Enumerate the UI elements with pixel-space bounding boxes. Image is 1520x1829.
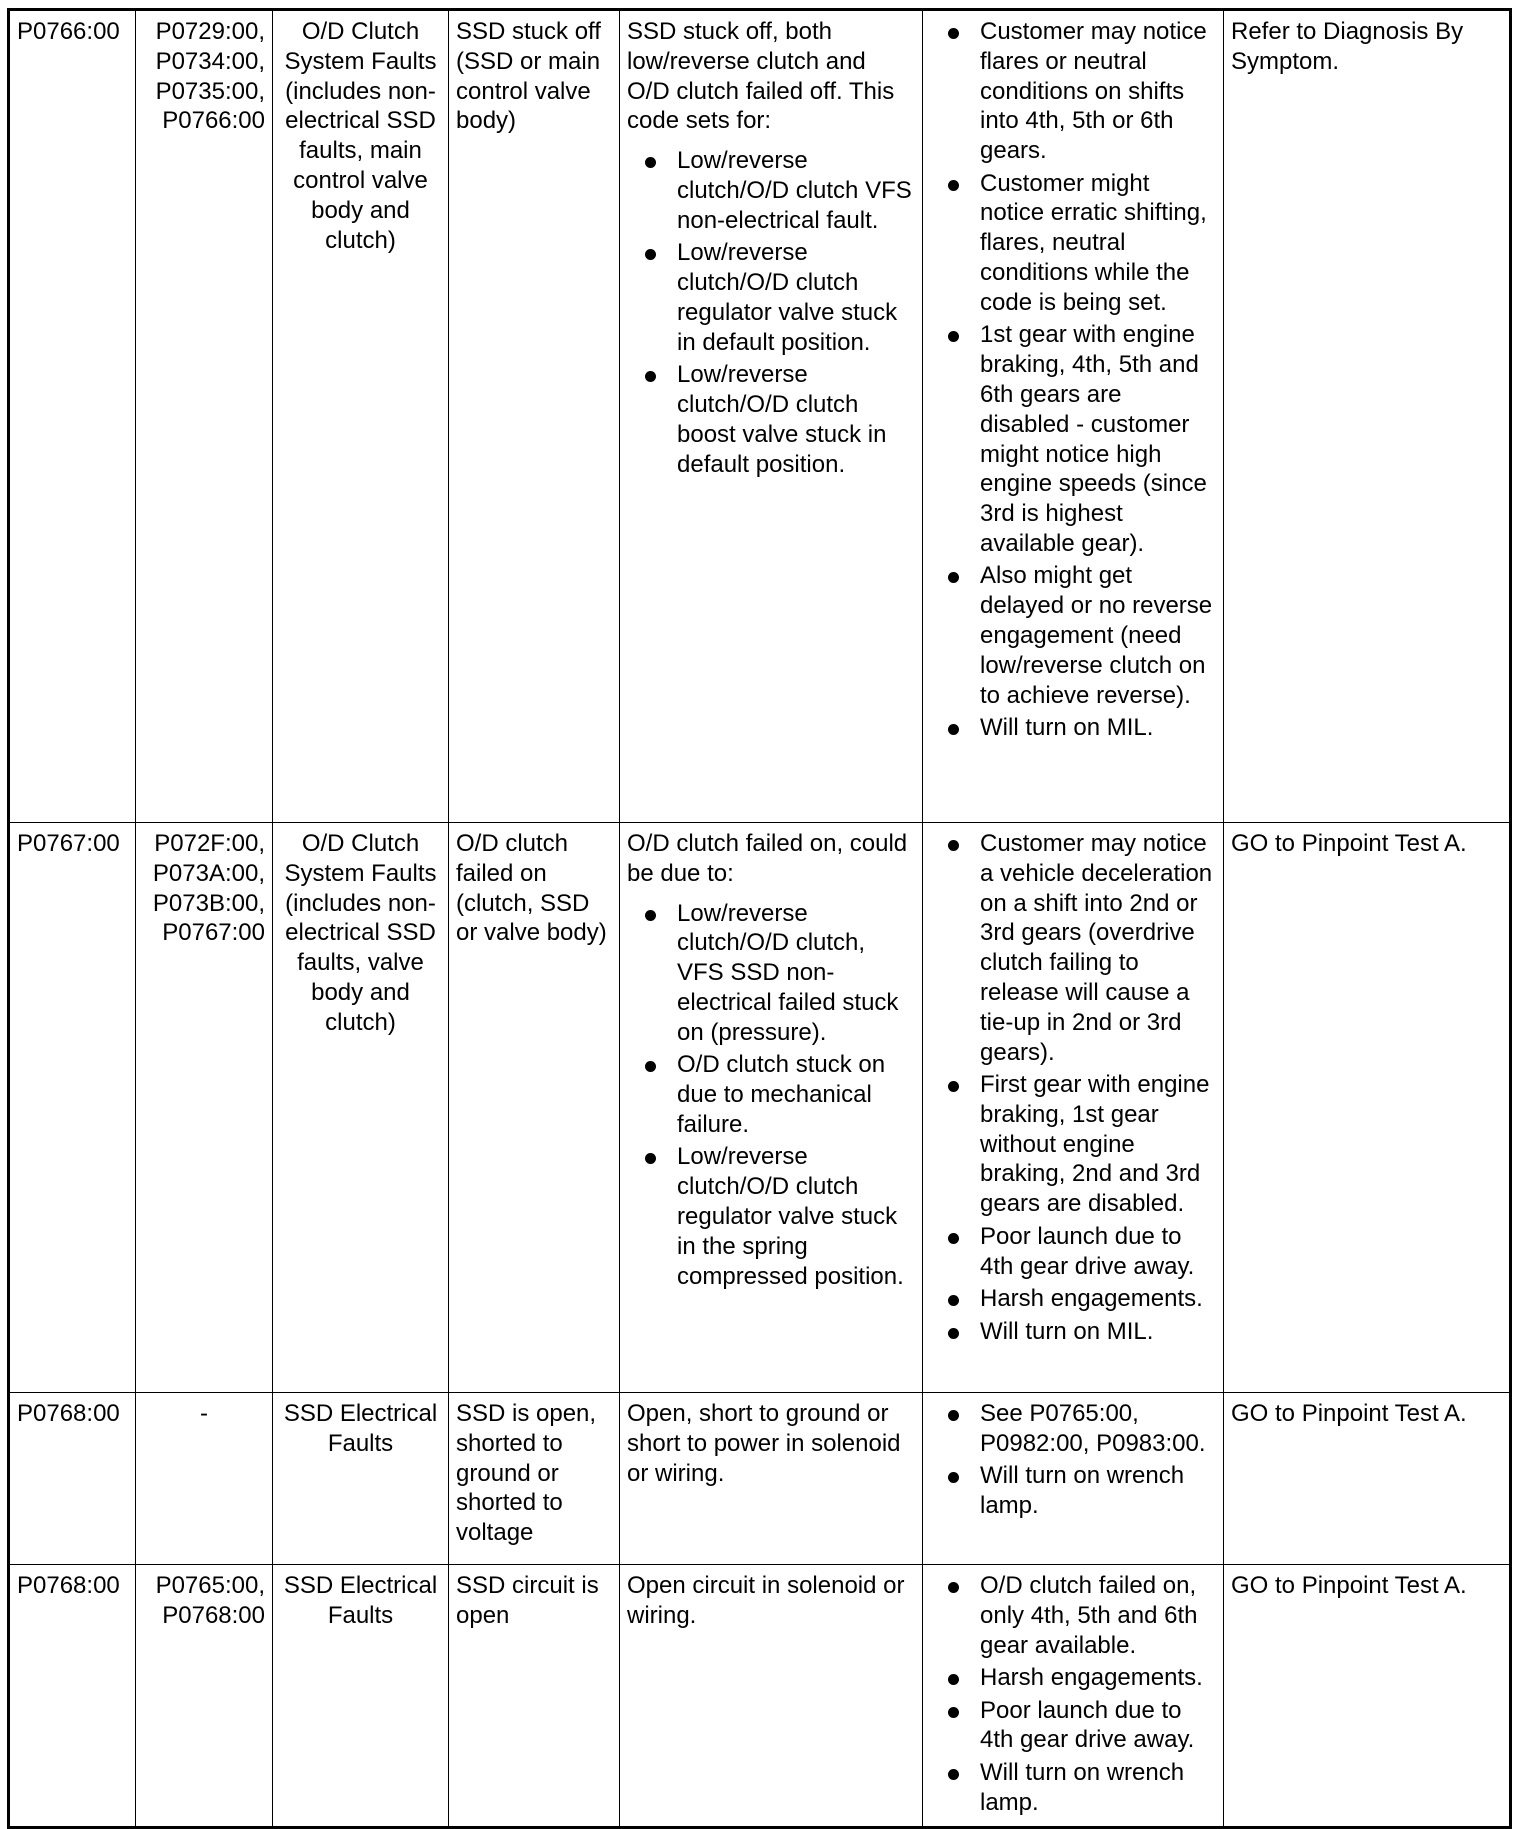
- condition-description: O/D clutch failed on, could be due to: Low/reverse clutch/O/D clutch, VFS SSD non-electrical failed stuck on (pressure). O/D clutch stuck on due to mechanical failure. Low/reverse clutch/O/D clutch regulator valve stuck in the spring compressed position.: [620, 823, 923, 1393]
- system-description: O/D Clutch System Faults (includes non-electrical SSD faults, valve body and clutch): [273, 823, 449, 1393]
- bullet-icon: [948, 1582, 959, 1593]
- list-item: Harsh engagements.: [930, 1663, 1216, 1693]
- symptom-list: [923, 10, 1224, 823]
- failure-description: O/D clutch failed on (clutch, SSD or valve body): [449, 823, 620, 1393]
- failure-description: SSD circuit is open: [449, 1565, 620, 1828]
- bullet-icon: [948, 1233, 959, 1244]
- list-item: Low/reverse clutch/O/D clutch regulator valve stuck in the spring compressed position.: [627, 1142, 915, 1291]
- symptom-list: [923, 1393, 1224, 1565]
- related-codes: P0765:00, P0768:00: [136, 1565, 273, 1828]
- list-item: Low/reverse clutch/O/D clutch boost valve stuck in default position.: [627, 360, 915, 479]
- symptom-list: [923, 1565, 1224, 1828]
- dtc-table: [7, 8, 1512, 1829]
- dtc-code: P0766:00: [9, 10, 136, 823]
- symptom-list: [923, 823, 1224, 1393]
- list-item: First gear with engine braking, 1st gear without engine braking, 2nd and 3rd gears are disabled.: [930, 1070, 1216, 1219]
- bullet-icon: [948, 1472, 959, 1483]
- list-item: O/D clutch failed on, only 4th, 5th and 6th gear available.: [930, 1571, 1216, 1660]
- system-description: O/D Clutch System Faults (includes non-electrical SSD faults, main control valve body and clutch): [273, 10, 449, 823]
- bullet-icon: [948, 1295, 959, 1306]
- bullet-icon: [645, 371, 656, 382]
- list-item: Will turn on wrench lamp.: [930, 1758, 1216, 1818]
- list-item: See P0765:00, P0982:00, P0983:00.: [930, 1399, 1216, 1459]
- dtc-code: P0768:00: [9, 1393, 136, 1565]
- bullet-icon: [948, 28, 959, 39]
- action-text: GO to Pinpoint Test A.: [1224, 1393, 1511, 1565]
- list-item: Low/reverse clutch/O/D clutch regulator valve stuck in default position.: [627, 238, 915, 357]
- bullet-icon: [948, 331, 959, 342]
- list-item: Poor launch due to 4th gear drive away.: [930, 1222, 1216, 1282]
- action-text: GO to Pinpoint Test A.: [1224, 1565, 1511, 1828]
- related-codes: -: [136, 1393, 273, 1565]
- system-description: SSD Electrical Faults: [273, 1565, 449, 1828]
- list-item: Harsh engagements.: [930, 1284, 1216, 1314]
- bullet-icon: [645, 249, 656, 260]
- action-text: GO to Pinpoint Test A.: [1224, 823, 1511, 1393]
- list-item: Will turn on MIL.: [930, 713, 1216, 743]
- list-item: Low/reverse clutch/O/D clutch, VFS SSD non-electrical failed stuck on (pressure).: [627, 899, 915, 1048]
- related-codes: P0729:00, P0734:00, P0735:00, P0766:00: [136, 10, 273, 823]
- list-item: Will turn on MIL.: [930, 1317, 1216, 1347]
- bullet-icon: [948, 1674, 959, 1685]
- bullet-icon: [948, 1707, 959, 1718]
- bullet-icon: [948, 180, 959, 191]
- action-text: Refer to Diagnosis By Symptom.: [1224, 10, 1511, 823]
- dtc-code: P0767:00: [9, 823, 136, 1393]
- bullet-icon: [948, 840, 959, 851]
- list-item: 1st gear with engine braking, 4th, 5th and 6th gears are disabled - customer might notice high engine speeds (since 3rd is highest available gear).: [930, 320, 1216, 558]
- related-codes: P072F:00, P073A:00, P073B:00, P0767:00: [136, 823, 273, 1393]
- system-description: SSD Electrical Faults: [273, 1393, 449, 1565]
- bullet-icon: [948, 572, 959, 583]
- table-row: [9, 10, 1511, 823]
- bullet-icon: [948, 1769, 959, 1780]
- list-item: Low/reverse clutch/O/D clutch VFS non-electrical fault.: [627, 146, 915, 235]
- bullet-icon: [645, 1153, 656, 1164]
- bullet-icon: [948, 1410, 959, 1421]
- bullet-icon: [948, 724, 959, 735]
- list-item: O/D clutch stuck on due to mechanical failure.: [627, 1050, 915, 1139]
- failure-description: SSD stuck off (SSD or main control valve body): [449, 10, 620, 823]
- condition-description: SSD stuck off, both low/reverse clutch and O/D clutch failed off. This code sets for: Low/reverse clutch/O/D clutch VFS non-electrical fault. Low/reverse clutch/O/D clutch regulator valve stuck in default position. Low/reverse clutch/O/D clutch boost valve stuck in default position.: [620, 10, 923, 823]
- table-row: [9, 1565, 1511, 1828]
- table-row: [9, 1393, 1511, 1565]
- bullet-icon: [948, 1081, 959, 1092]
- dtc-code: P0768:00: [9, 1565, 136, 1828]
- bullet-icon: [645, 157, 656, 168]
- list-item: Poor launch due to 4th gear drive away.: [930, 1696, 1216, 1756]
- list-item: Will turn on wrench lamp.: [930, 1461, 1216, 1521]
- list-item: Also might get delayed or no reverse engagement (need low/reverse clutch on to achieve reverse).: [930, 561, 1216, 710]
- table-row: [9, 823, 1511, 1393]
- failure-description: SSD is open, shorted to ground or shorted to voltage: [449, 1393, 620, 1565]
- list-item: Customer may notice a vehicle deceleration on a shift into 2nd or 3rd gears (overdrive clutch failing to release will cause a tie-up in 2nd or 3rd gears).: [930, 829, 1216, 1067]
- bullet-icon: [645, 910, 656, 921]
- condition-description: Open, short to ground or short to power in solenoid or wiring.: [620, 1393, 923, 1565]
- bullet-icon: [948, 1328, 959, 1339]
- bullet-icon: [645, 1061, 656, 1072]
- condition-description: Open circuit in solenoid or wiring.: [620, 1565, 923, 1828]
- list-item: Customer might notice erratic shifting, flares, neutral conditions while the code is being set.: [930, 169, 1216, 318]
- list-item: Customer may notice flares or neutral conditions on shifts into 4th, 5th or 6th gears.: [930, 17, 1216, 166]
